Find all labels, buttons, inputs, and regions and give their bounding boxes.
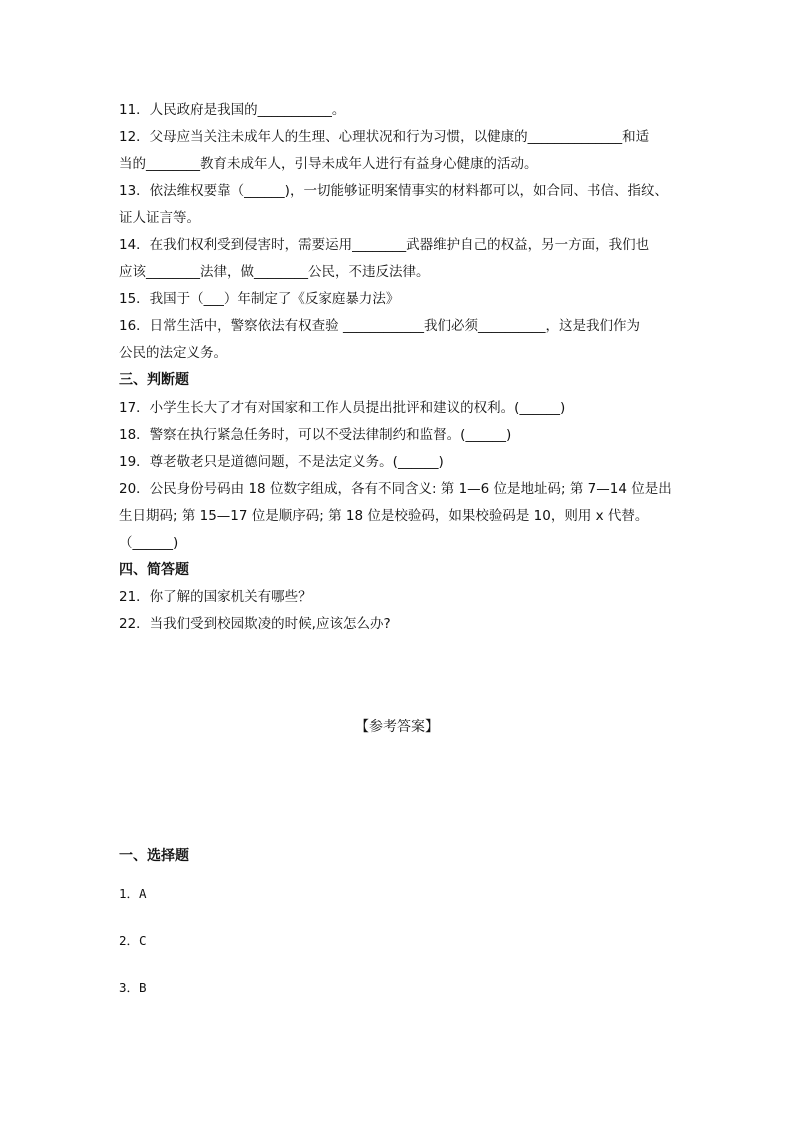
question-18: 18．警察在执行紧急任务时，可以不受法律制约和监督。(______) [119, 427, 512, 443]
answer-2: 2．C [119, 933, 147, 948]
question-12-line-2: 当的________教育未成年人，引导未成年人进行有益身心健康的活动。 [119, 156, 538, 172]
reference-answer-title: 【参考答案】 [355, 719, 439, 735]
question-17: 17．小学生长大了才有对国家和工作人员提出批评和建议的权利。(______) [119, 400, 566, 416]
question-12-line-1: 12．父母应当关注未成年人的生理、心理状况和行为习惯，以健康的______________和适 [119, 129, 650, 145]
question-11: 11．人民政府是我国的___________。 [119, 102, 346, 118]
question-20-line-1: 20．公民身份号码由 18 位数字组成，各有不同含义: 第 1—6 位是地址码; 第 7—14 位是出 [119, 481, 672, 497]
judgement-heading: 三、判断题 [119, 372, 189, 388]
question-20-line-2: 生日期码; 第 15—17 位是顺序码; 第 18 位是校验码，如果校验码是 10，则用 x 代替。 [119, 508, 649, 524]
question-21: 21．你了解的国家机关有哪些？ [119, 589, 312, 605]
answers-section-heading: 一、选择题 [119, 848, 189, 864]
question-16-line-2: 公民的法定义务。 [119, 345, 227, 361]
answer-1: 1．A [119, 886, 147, 901]
question-15: 15．我国于（___）年制定了《反家庭暴力法》 [119, 291, 400, 307]
short-answer-heading: 四、简答题 [119, 562, 189, 578]
question-14-line-1: 14．在我们权利受到侵害时，需要运用________武器维护自己的权益，另一方面，我们也 [119, 237, 650, 253]
question-14-line-2: 应该________法律，做________公民，不违反法律。 [119, 264, 430, 280]
question-13-line-1: 13．依法维权要靠（______)，一切能够证明案情事实的材料都可以，如合同、书信、指纹、 [119, 183, 668, 199]
question-13-line-2: 证人证言等。 [119, 210, 200, 226]
question-19: 19．尊老敬老只是道德问题，不是法定义务。(______) [119, 454, 444, 470]
answer-3: 3．B [119, 980, 147, 995]
question-20-line-3: （______) [119, 535, 179, 551]
question-22: 22．当我们受到校园欺凌的时候,应该怎么办? [119, 616, 391, 632]
question-16-line-1: 16．日常生活中，警察依法有权查验 ____________我们必须__________，这是我们作为 [119, 318, 640, 334]
